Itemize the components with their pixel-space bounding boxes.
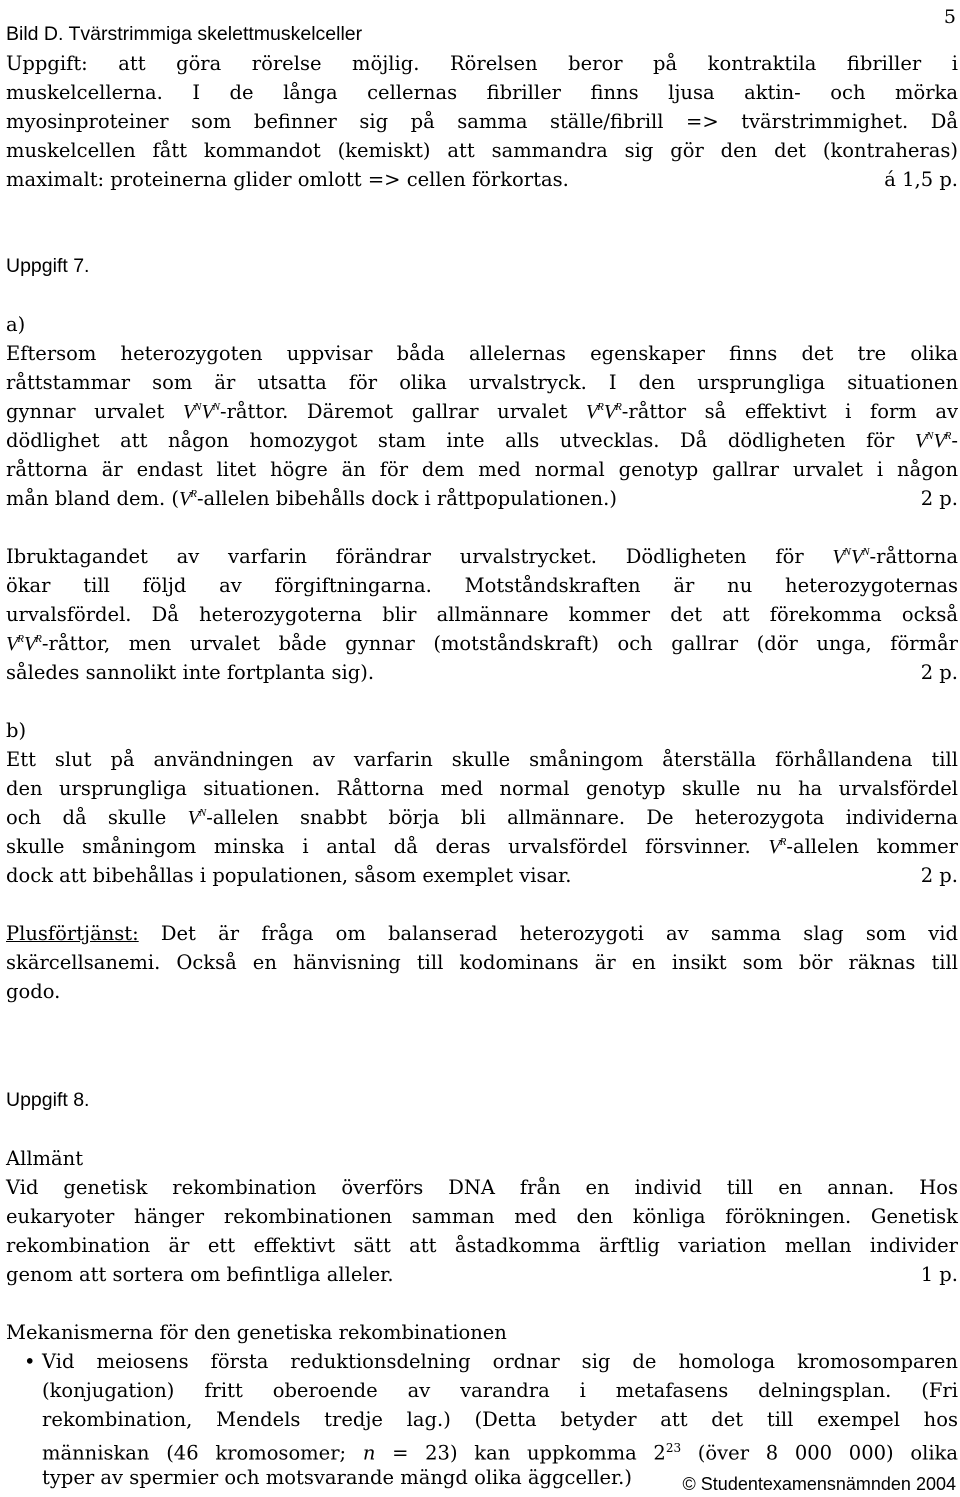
u7a-p1-line-6 <box>6 484 958 513</box>
text-span: Vid meiosens första reduktionsdelning ordnar sig de homologa kromosomparen <box>42 1350 958 1373</box>
u7a-p1-line-5: råttorna är endast litet högre än för dem med normal genotyp gallrar urvalet i någon <box>6 458 958 481</box>
u7a-p1-line-1: Eftersom heterozygoten uppvisar båda allelernas egenskaper finns det tre olika <box>6 342 958 365</box>
u7b-line-4 <box>6 832 958 861</box>
u7a-p2-line-2: ökar till följd av förgiftningarna. Motståndskraften är nu heterozygoternas <box>6 574 958 597</box>
page-number: 5 <box>943 6 956 28</box>
text-span: mån bland dem. ( <box>6 487 179 510</box>
text-span: dödlighet att någon homozygot stam inte alls utvecklas. Då dödligheten för <box>6 429 915 452</box>
u7a-p2-points: 2 p. <box>920 661 958 684</box>
genotype-vr-vr: $V^RV^R$ <box>585 401 622 423</box>
u7b-line-5 <box>6 861 958 890</box>
text-span: Det är fråga om balanserad heterozygoti av samma slag som vid <box>138 922 958 945</box>
u7a-p2-line-3: urvalsfördel. Då heterozygoterna blir allmännare kommer det att förekomma också <box>6 603 958 626</box>
bild-d-line-4: muskelcellen fått kommandot (kemiskt) att sammandra sig gör den det (kontraheras) <box>6 139 958 162</box>
text-span: -råttor så effektivt i form av <box>621 400 958 423</box>
bild-d-last-text: maximalt: proteinerna glider omlott => cellen förkortas. <box>6 168 569 191</box>
footer-copyright: © Studentexamensnämnden 2004 <box>682 1474 956 1494</box>
bullet-line-4 <box>6 1434 958 1463</box>
bild-d-title: Bild D. Tvärstrimmiga skelettmuskelceller <box>6 23 363 45</box>
uppgift-8-heading: Uppgift 8. <box>6 1089 90 1111</box>
u7b-line-2: den ursprungliga situationen. Råttorna med normal genotyp skulle nu ha urvalsfördel <box>6 777 958 800</box>
bild-d-line-3: myosinproteiner som befinner sig på samma ställe/fibrill => tvärstrimmighet. Då <box>6 110 958 133</box>
text-span: och då skulle <box>6 806 188 829</box>
plus-label: Plusförtjänst: <box>6 922 139 945</box>
u7a-p1-line-4 <box>6 426 958 455</box>
plus-line-1 <box>6 919 958 948</box>
u7a-p2-line-5 <box>6 658 958 687</box>
u7a-p1-line-2: råttstammar som är utsatta för olika urvalstryck. I den ursprungliga situationen <box>6 371 958 394</box>
text-span: (över 8 000 000) olika <box>681 1441 958 1465</box>
text-span: således sannolikt inte fortplanta sig). <box>6 661 375 684</box>
text-span: genom att sortera om befintliga alleler. <box>6 1263 394 1286</box>
text-span: - <box>951 429 958 452</box>
bullet-line-1 <box>6 1347 958 1376</box>
text-span: -råttorna <box>869 545 958 568</box>
allmant-line-2: eukaryoter hänger rekombinationen samman med den könliga förökningen. Genetisk <box>6 1205 958 1228</box>
part-b-label: b) <box>6 719 27 742</box>
genotype-vn-vr: $V^NV^R$ <box>914 430 952 452</box>
page <box>6 6 958 1492</box>
text-span: skulle småningom minska i antal då deras urvalsfördel försvinner. <box>6 835 769 858</box>
u7a-p1-line-3 <box>6 397 958 426</box>
bild-d-points: á 1,5 p. <box>884 168 958 191</box>
genotype-vr-vr: $V^RV^R$ <box>6 633 42 655</box>
bullet-icon: • <box>24 1350 36 1373</box>
u7b-points: 2 p. <box>920 864 958 887</box>
u7a-p2-line-1 <box>6 542 958 571</box>
allele-vr: $V^R$ <box>178 488 197 510</box>
allmant-line-3: rekombination är ett effektivt sätt att åstadkomma ärftlig variation mellan individer <box>6 1234 958 1257</box>
bild-d-line-2: muskelcellerna. I de långa cellernas fibriller finns ljusa aktin- och mörka <box>6 81 958 104</box>
allele-vr: $V^R$ <box>768 836 787 858</box>
allmant-points: 1 p. <box>920 1263 958 1286</box>
variable-n: n <box>362 1441 376 1465</box>
genotype-vn-vn: $V^NV^N$ <box>182 401 221 423</box>
bullet-line-3: rekombination, Mendels tredje lag.) (Detta betyder att det till exempel hos <box>42 1408 958 1431</box>
text-span: Ibruktagandet av varfarin förändrar urvalstrycket. Dödligheten för <box>6 545 833 568</box>
u7b-line-1: Ett slut på användningen av varfarin skulle småningom återställa förhållandena till <box>6 748 958 771</box>
text-span: -råttor. Däremot gallrar urvalet <box>220 400 586 423</box>
u7b-line-3 <box>6 803 958 832</box>
allele-vn: $V^N$ <box>187 807 207 829</box>
bild-d-line-1: Uppgift: att göra rörelse möjlig. Rörelsen beror på kontraktila fibriller i <box>6 52 958 75</box>
allmant-line-4 <box>6 1260 958 1289</box>
exponent: 23 <box>665 1441 682 1455</box>
text-span: -allelen snabbt börja bli allmännare. De heterozygota individerna <box>206 806 958 829</box>
mekanismer-label: Mekanismerna för den genetiska rekombinationen <box>6 1321 507 1344</box>
u7a-p2-line-4 <box>6 629 958 658</box>
allmant-line-1: Vid genetisk rekombination överförs DNA från en individ till en annan. Hos <box>6 1176 958 1199</box>
bullet-line-5: typer av spermier och motsvarande mängd olika äggceller.) <box>42 1466 632 1489</box>
text-span: människan (46 kromosomer; <box>42 1441 363 1465</box>
text-span: = 23) kan uppkomma 2 <box>375 1441 666 1465</box>
text-span: -allelen kommer <box>786 835 958 858</box>
genotype-vn-vn: $V^NV^N$ <box>832 546 870 568</box>
text-span: -allelen bibehålls dock i råttpopulationen.) <box>196 487 617 510</box>
uppgift-7-heading: Uppgift 7. <box>6 255 90 277</box>
u7a-p1-points: 2 p. <box>920 487 958 510</box>
part-a-label: a) <box>6 313 26 336</box>
text-span: dock att bibehållas i populationen, såsom exemplet visar. <box>6 864 572 887</box>
text-span: gynnar urvalet <box>6 400 183 423</box>
plus-line-3: godo. <box>6 980 61 1003</box>
allmant-label: Allmänt <box>6 1147 84 1170</box>
plus-line-2: skärcellsanemi. Också en hänvisning till kodominans är en insikt som bör räknas till <box>6 951 958 974</box>
text-span: -råttor, men urvalet både gynnar (motståndskraft) och gallrar (dör unga, förmår <box>41 632 958 655</box>
bullet-line-2: (konjugation) fritt oberoende av varandra i metafasens delningsplan. (Fri <box>42 1379 958 1402</box>
bild-d-line-5 <box>6 165 958 194</box>
